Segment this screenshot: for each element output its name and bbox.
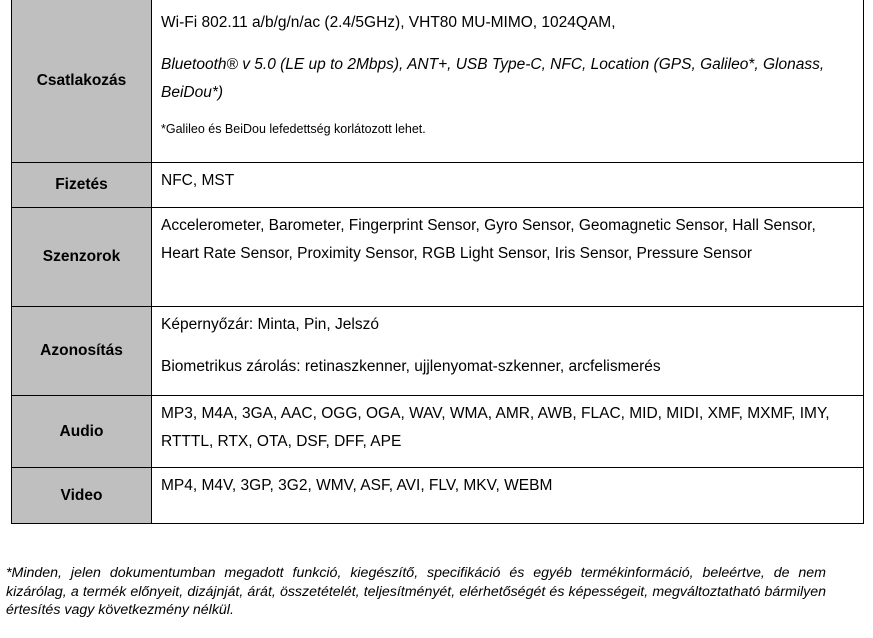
table-row — [12, 396, 864, 468]
row-value — [152, 0, 864, 163]
table-row — [12, 307, 864, 396]
row-value — [152, 396, 864, 468]
row-label: Csatlakozás — [12, 0, 152, 163]
row-label: Azonosítás — [12, 307, 152, 396]
value-line: Wi-Fi 802.11 a/b/g/n/ac (2.4/5GHz), VHT80 MU-MIMO, 1024QAM, — [161, 14, 616, 31]
row-value — [152, 163, 864, 208]
spec-table — [11, 0, 864, 524]
table-row — [12, 208, 864, 307]
value-line: Képernyőzár: Minta, Pin, Jelszó — [161, 316, 379, 333]
row-value — [152, 208, 864, 307]
table-row — [12, 468, 864, 524]
row-label: Audio — [12, 396, 152, 468]
value-line: NFC, MST — [161, 172, 235, 189]
value-note: *Galileo és BeiDou lefedettség korlátozott lehet. — [161, 122, 426, 136]
row-label: Video — [12, 468, 152, 524]
value-line: Bluetooth® v 5.0 (LE up to 2Mbps), ANT+, USB Type-C, NFC, Location (GPS, Galileo*, Glonass, BeiDou*) — [161, 56, 825, 101]
row-label: Fizetés — [12, 163, 152, 208]
value-line: Biometrikus zárolás: retinaszkenner, ujjlenyomat-szkenner, arcfelismerés — [161, 358, 661, 375]
footnote: *Minden, jelen dokumentumban megadott funkció, kiegészítő, specifikáció és egyéb termékinformáció, beleértve, de nem kizárólag, a termék előnyeit, dizájnját, árát, összetételét, teljesítményét, elérhetőségét és képességeit, megváltoztatható bármilyen értesítés vagy következmény nélkül. — [6, 565, 826, 618]
table-row — [12, 0, 864, 163]
row-value — [152, 307, 864, 396]
row-value — [152, 468, 864, 524]
row-label: Szenzorok — [12, 208, 152, 307]
value-line: MP3, M4A, 3GA, AAC, OGG, OGA, WAV, WMA, AMR, AWB, FLAC, MID, MIDI, XMF, MXMF, IMY, RTTTL, RTX, OTA, DSF, DFF, APE — [161, 405, 830, 450]
value-line: Accelerometer, Barometer, Fingerprint Sensor, Gyro Sensor, Geomagnetic Sensor, Hall Sensor, Heart Rate Sensor, Proximity Sensor, RGB Light Sensor, Iris Sensor, Pressure Sensor — [161, 217, 816, 262]
table-row — [12, 163, 864, 208]
value-line: MP4, M4V, 3GP, 3G2, WMV, ASF, AVI, FLV, MKV, WEBM — [161, 477, 553, 494]
